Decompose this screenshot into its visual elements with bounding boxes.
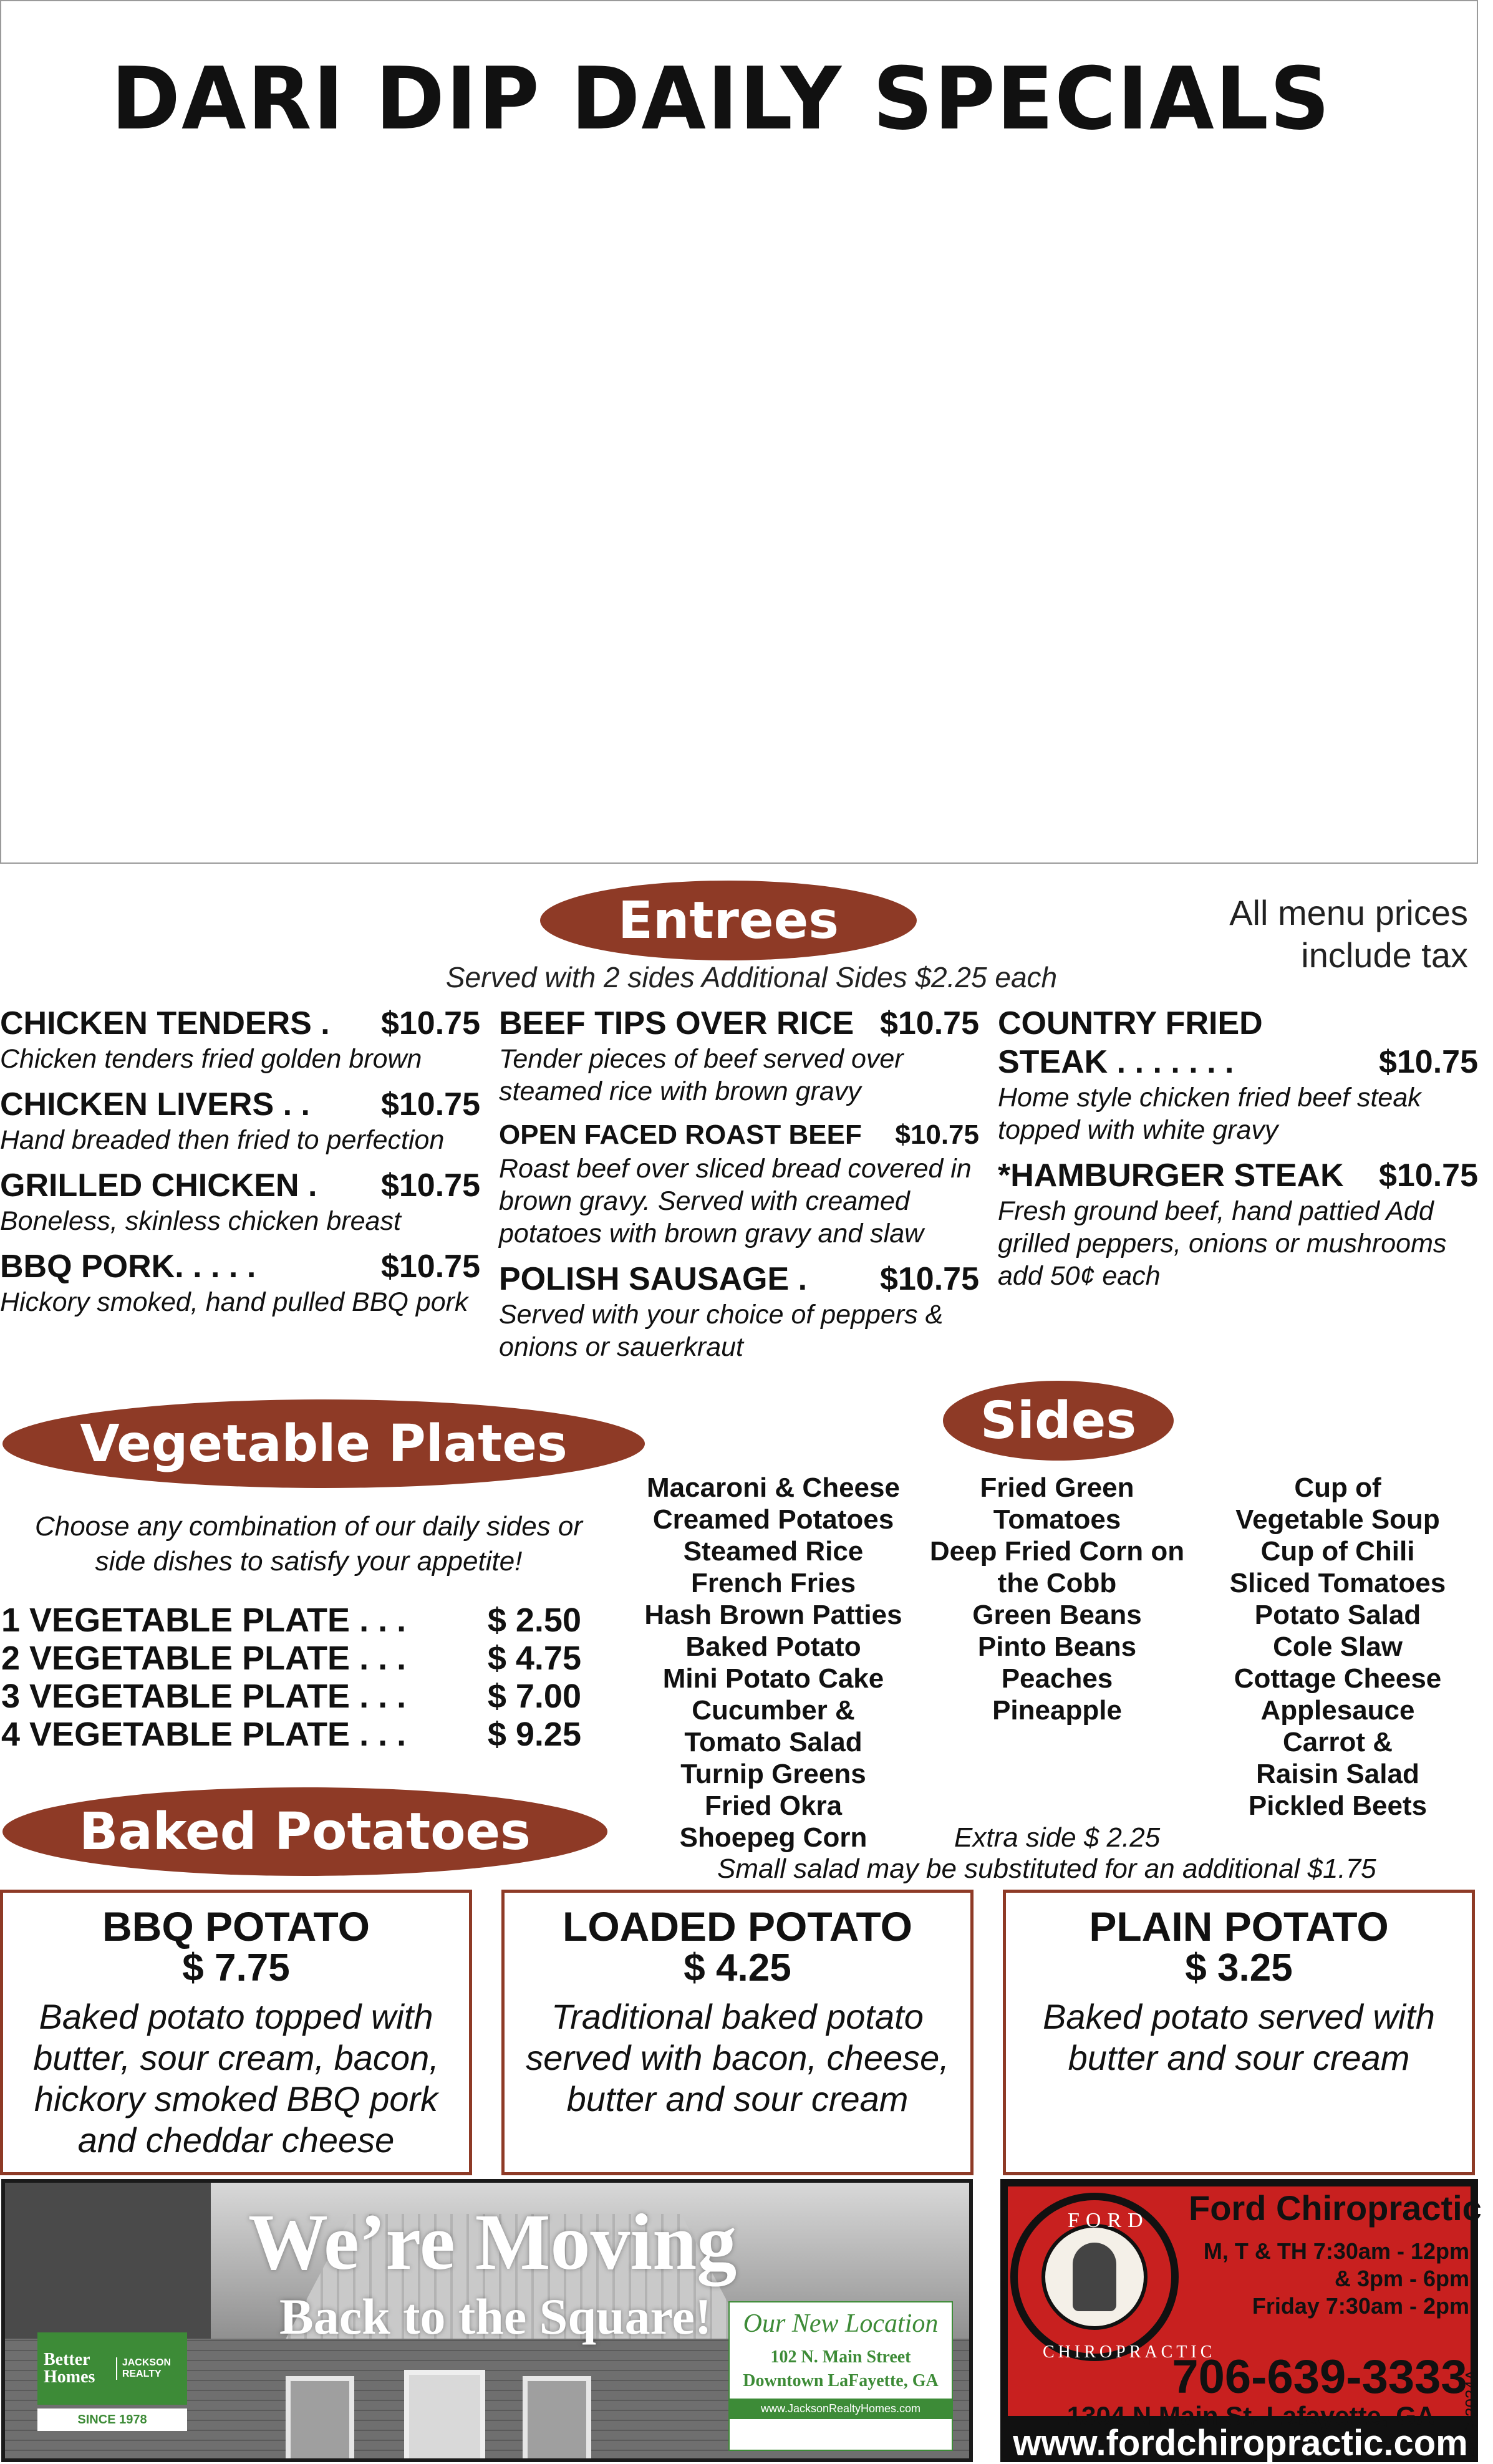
entree-item [0, 1085, 480, 1156]
potato-desc: Traditional baked potato served with bacon, cheese, butter and sour cream [526, 1997, 949, 2119]
plate-price: $ 4.75 [487, 1640, 581, 1677]
side-item: Fried Green [980, 1472, 1134, 1503]
hours-line: Friday 7:30am - 2pm [1252, 2293, 1469, 2319]
building-window [523, 2376, 591, 2462]
new-location-card [728, 2301, 953, 2451]
side-item: Raisin Salad [1256, 1759, 1419, 1789]
chiro-hours [1182, 2238, 1469, 2320]
moving-headline: We’re Moving [248, 2198, 737, 2286]
vegetable-plates-heading: Vegetable Plates [2, 1399, 645, 1488]
side-item: Turnip Greens [680, 1759, 866, 1789]
side-item: Peaches [1001, 1663, 1113, 1694]
hours-line: M, T & TH 7:30am - 12pm [1203, 2238, 1469, 2264]
side-item: Fried Okra [704, 1790, 843, 1821]
potato-card [1003, 1890, 1475, 2175]
location-city: Downtown LaFayette, GA [743, 2371, 939, 2390]
seal-text-top: FORD [1068, 2209, 1149, 2232]
side-item: Cup of Chili [1260, 1536, 1415, 1567]
sides-heading: Sides [943, 1381, 1174, 1461]
entree-desc: Chicken tenders fried golden brown [0, 1044, 422, 1074]
chiropractic-advertisement [1000, 2179, 1482, 2463]
side-item: Creamed Potatoes [652, 1504, 894, 1535]
side-item: Applesauce [1260, 1695, 1415, 1726]
plate-label: 3 VEGETABLE PLATE . . . [1, 1678, 407, 1715]
entree-item [998, 1156, 1478, 1292]
potato-name: LOADED POTATO [563, 1903, 912, 1949]
entree-name: POLISH SAUSAGE . [499, 1261, 808, 1297]
entree-desc: Hand breaded then fried to perfection [0, 1125, 445, 1155]
realty-brand-name: Better Homes [44, 2350, 95, 2387]
side-item: Pinto Beans [977, 1631, 1137, 1662]
side-item: Steamed Rice [683, 1536, 864, 1567]
entree-column-2 [499, 1004, 979, 1373]
entree-desc: Served with your choice of peppers & onions or sauerkraut [499, 1300, 944, 1362]
chiro-address: 1304 N Main St. Lafayette, GA [1066, 2401, 1436, 2430]
plate-label: 4 VEGETABLE PLATE . . . [1, 1716, 407, 1753]
location-street: 102 N. Main Street [770, 2347, 911, 2367]
entree-name: GRILLED CHICKEN . [0, 1167, 317, 1204]
moving-subhead: Back to the Square! [279, 2288, 712, 2345]
entree-desc: Hickory smoked, hand pulled BBQ pork [0, 1287, 468, 1317]
side-item: Carrot & [1282, 1727, 1393, 1757]
realty-logo [37, 2332, 187, 2405]
entree-price: $10.75 [1378, 1044, 1478, 1080]
potato-desc: Baked potato topped with butter, sour cream, bacon, hickory smoked BBQ pork and cheddar cheese [33, 1997, 439, 2160]
potato-name: PLAIN POTATO [1089, 1903, 1389, 1949]
realty-company: JACKSON REALTY [116, 2357, 181, 2380]
extra-side-note: Extra side $ 2.25 [954, 1822, 1161, 1853]
building-window [286, 2376, 354, 2462]
side-item: Hash Brown Patties [644, 1600, 902, 1630]
side-item: Pineapple [992, 1695, 1122, 1726]
entree-desc: Home style chicken fried beef steak topped with white gravy [998, 1083, 1421, 1145]
entree-price: $10.75 [895, 1119, 979, 1150]
side-item: Vegetable Soup [1235, 1504, 1440, 1535]
potato-card [501, 1890, 974, 2175]
side-item: Cole Slaw [1273, 1631, 1403, 1662]
vegetable-plate-row [1, 1640, 581, 1678]
entree-item [499, 1260, 979, 1363]
side-item: Pickled Beets [1248, 1790, 1428, 1821]
side-item: Sliced Tomatoes [1229, 1568, 1446, 1598]
entree-name: CHICKEN LIVERS . . [0, 1086, 310, 1123]
chiro-seal-logo [1010, 2193, 1216, 2362]
vegetable-plate-row [1, 1602, 581, 1640]
side-item: Macaroni & Cheese [647, 1472, 900, 1503]
entree-name: STEAK . . . . . . . [998, 1044, 1234, 1080]
plate-label: 1 VEGETABLE PLATE . . . [1, 1602, 407, 1639]
sides-column-2 [920, 1472, 1194, 1726]
entree-item [499, 1118, 979, 1250]
salad-substitution-note: Small salad may be substituted for an additional $1.75 [717, 1853, 1376, 1884]
entree-price: $10.75 [380, 1005, 480, 1041]
seal-center [1041, 2224, 1148, 2330]
vegetable-plate-row [1, 1716, 581, 1754]
entree-price: $10.75 [879, 1005, 979, 1041]
realty-since: SINCE 1978 [37, 2408, 187, 2431]
chiro-website: www.fordchiropractic.com [1013, 2423, 1468, 2463]
potato-desc: Baked potato served with butter and sour cream [1043, 1997, 1435, 2077]
entree-column-1 [0, 1004, 480, 1328]
vegetable-plates-list [1, 1602, 581, 1754]
entree-name: *HAMBURGER STEAK [998, 1157, 1344, 1194]
sides-column-1 [636, 1472, 911, 1853]
entree-item [0, 1166, 480, 1237]
potato-price: $ 4.25 [684, 1946, 791, 1989]
side-item: French Fries [690, 1568, 856, 1598]
entree-name: BBQ PORK. . . . . [0, 1249, 256, 1285]
seal-text-bottom: CHIROPRACTIC [1043, 2342, 1216, 2362]
building-door [404, 2370, 485, 2462]
entree-item [0, 1004, 480, 1075]
entree-item [499, 1004, 979, 1108]
hours-line: & 3pm - 6pm [1334, 2266, 1469, 2291]
potato-name: BBQ POTATO [102, 1903, 370, 1949]
entree-name: OPEN FACED ROAST BEEF [499, 1119, 862, 1150]
entree-desc: Boneless, skinless chicken breast [0, 1206, 401, 1236]
realty-website: www.JacksonRealtyHomes.com [730, 2399, 952, 2419]
side-item: Tomato Salad [684, 1727, 862, 1757]
realty-advertisement [1, 2179, 973, 2462]
page-title: DARI DIP DAILY SPECIALS [111, 49, 1331, 149]
vegetable-plate-row [1, 1678, 581, 1716]
potato-price: $ 3.25 [1185, 1946, 1293, 1989]
plate-price: $ 9.25 [487, 1716, 581, 1753]
entree-desc: Fresh ground beef, hand pattied Add grilled peppers, onions or mushrooms add 50¢ each [998, 1196, 1447, 1291]
side-item: Tomatoes [993, 1504, 1121, 1535]
chiro-name: Ford Chiropractic [1189, 2188, 1482, 2228]
plate-price: $ 2.50 [487, 1602, 581, 1639]
side-item: Green Beans [972, 1600, 1142, 1630]
potato-card [0, 1890, 472, 2175]
entree-price: $10.75 [879, 1261, 979, 1297]
figure-icon [1073, 2243, 1116, 2311]
entree-item [998, 1004, 1478, 1146]
entree-price: $10.75 [1378, 1157, 1478, 1194]
entree-desc: Roast beef over sliced bread covered in brown gravy. Served with creamed potatoes with brown gravy and slaw [499, 1154, 972, 1249]
side-item: Potato Salad [1254, 1600, 1421, 1630]
plate-price: $ 7.00 [487, 1678, 581, 1715]
side-item: Mini Potato Cake [662, 1663, 884, 1694]
price-note-line: All menu prices [1229, 893, 1468, 932]
entree-desc: Tender pieces of beef served over steamed rice with brown gravy [499, 1044, 904, 1106]
chiro-phone: 706-639-3333 [1172, 2350, 1467, 2404]
entree-price: $10.75 [380, 1167, 480, 1204]
potato-price: $ 7.75 [182, 1946, 290, 1989]
entrees-heading: Entrees [540, 881, 917, 960]
entree-item [0, 1247, 480, 1318]
entree-name: CHICKEN TENDERS . [0, 1005, 330, 1041]
entree-name: BEEF TIPS OVER RICE [499, 1005, 854, 1041]
plate-label: 2 VEGETABLE PLATE . . . [1, 1640, 407, 1677]
ad-code: AUG-2024A [1462, 2369, 1481, 2457]
served-note: Served with 2 sides Additional Sides $2.25 each [445, 961, 1058, 993]
side-item: Cottage Cheese [1234, 1663, 1442, 1694]
entree-price: $10.75 [380, 1249, 480, 1285]
entree-name-line: COUNTRY FRIED [998, 1005, 1263, 1041]
vegetable-plates-intro: Choose any combination of our daily sides or side dishes to satisfy your appetite! [34, 1511, 583, 1577]
side-item: Baked Potato [685, 1631, 861, 1662]
entree-column-3 [998, 1004, 1478, 1302]
location-title: Our New Location [743, 2309, 939, 2338]
side-item: Shoepeg Corn [679, 1822, 867, 1853]
side-item: Deep Fried Corn on [929, 1536, 1185, 1567]
price-note-line: include tax [1301, 935, 1468, 975]
price-note [1104, 892, 1468, 977]
baked-potatoes-heading: Baked Potatoes [2, 1787, 607, 1876]
side-item: Cucumber & [692, 1695, 855, 1726]
sides-column-3 [1201, 1472, 1475, 1822]
entree-price: $10.75 [380, 1086, 480, 1123]
side-item: Cup of [1294, 1472, 1381, 1503]
side-item: the Cobb [997, 1568, 1117, 1598]
